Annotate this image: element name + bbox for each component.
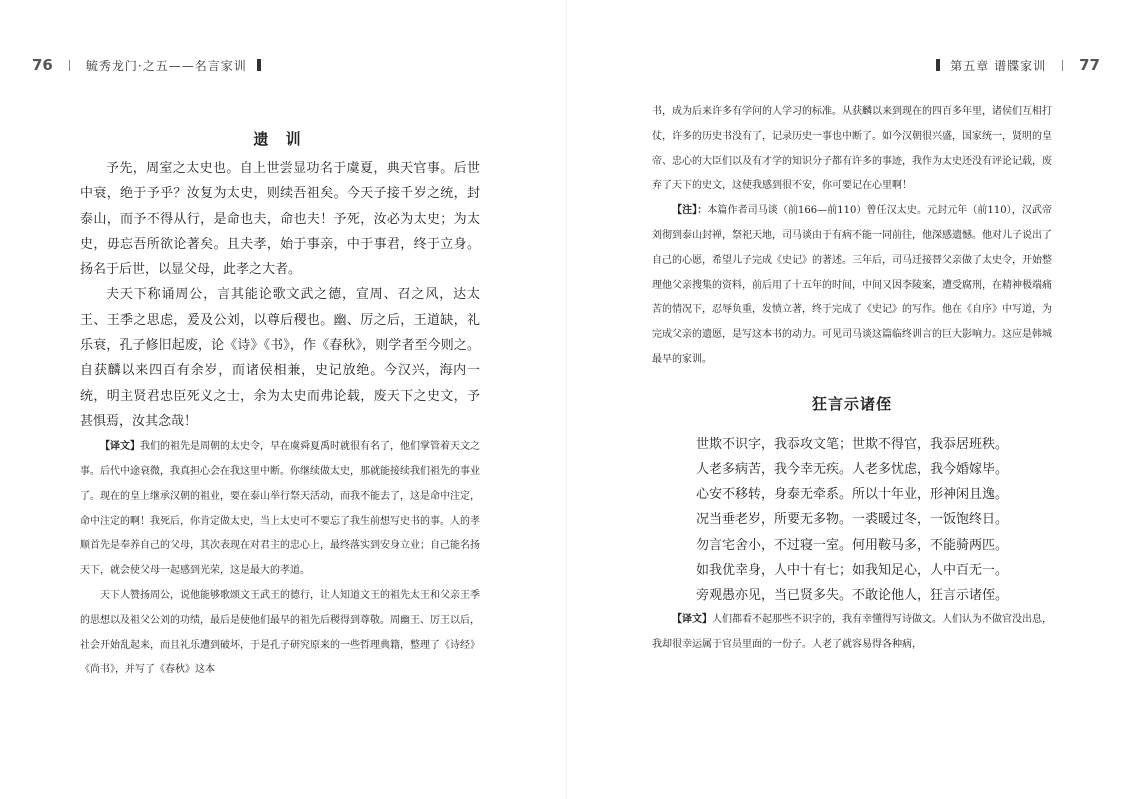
page-number: 77	[1079, 56, 1100, 74]
note-text: 本篇作者司马谈（前166—前110）曾任汉太史。元封元年（前110），汉武帝刘彻到泰山封禅，祭祀天地，司马谈由于有病不能一同前往，他深感遗憾。他对儿子说出了自己的心愿，希望儿子完成《史记》的著述。三年后，司马迁接替父亲做了太史令，开始整理他父亲搜集的资料，前后用了十五年的时间，中间又因李陵案，遭受腐刑，在精神极端痛苦的情况下，忍辱负重，发愤立著，终于完成了《史记》的写作。他在《自序》中写道，为完成父亲的遗愿，是写这本书的动力。可见司马谈这篇临终训言的巨大影响力。这应是韩城最早的家训。	[652, 205, 1053, 365]
right-page	[567, 0, 1133, 799]
poem-line: 人老多病苦，我今幸无疾。人老多忧虑，我今婚嫁毕。	[695, 461, 1008, 477]
original-paragraph: 予先，周室之太史也。自上世尝显功名于虞夏，典天官事。后世中衰，绝于予乎？汝复为太史，则续吾祖矣。今天子接千岁之统，封泰山，而予不得从行，是命也夫，命也夫！予死，汝必为太史；为太史，毋忘吾所欲论著矣。且夫孝，始于事亲，中于事君，终于立身。扬名于后世，以显父母，此孝之大者。	[80, 161, 480, 278]
translation-paragraph: 天下人赞扬周公，说他能够歌颂文王武王的德行，让人知道文王的祖先太王和父亲王季的思想以及祖父公刘的功绩，最后是使他们最早的祖先后稷得到尊敬。周幽王、厉王以后，社会开始乱起来，而且礼乐遭到破坏，于是孔子研究原来的一些哲理典籍，整理了《诗经》《尚书》，并写了《春秋》这本	[80, 590, 480, 676]
left-running-header	[32, 54, 271, 76]
note-tag: 【注】：	[672, 205, 708, 217]
header-divider	[1062, 60, 1063, 71]
poem-line: 况当垂老岁，所要无多物。一裘暖过冬，一饭饱终日。	[695, 512, 1008, 528]
poem-line: 旁观愚亦见，当已贤多失。不敢论他人，狂言示诸侄。	[695, 587, 1008, 603]
note-paragraph	[652, 199, 1052, 373]
right-text-body	[652, 100, 1052, 658]
header-divider	[69, 60, 70, 71]
translation-paragraph	[80, 435, 480, 584]
header-bar-mark	[257, 59, 261, 71]
poem-line: 如我优幸身，人中十有七；如我知足心，人中百无一。	[695, 562, 1008, 578]
translation-paragraph	[652, 608, 1052, 658]
page-number: 76	[32, 56, 53, 74]
translation-text: 我们的祖先是周朝的太史令，早在虞舜夏禹时就很有名了，他们掌管着天文之事。后代中途衰微，我真担心会在我这里中断。你继续做太史，那就能接续我们祖先的事业了。现在的皇上继承汉朝的祖业，要在泰山举行祭天活动，而我不能去了，这是命中注定，命中注定的啊！我死后，你肯定做太史，当上太史可不要忘了我生前想写史书的事。人的孝顺首先是奉养自己的父母，其次表现在对君主的忠心上，最终落实到安身立业；自己能名扬天下，就会使父母一起感到光荣，这是最大的孝道。	[80, 441, 480, 577]
section-title: 狂言示诸侄	[811, 394, 892, 413]
left-page	[0, 0, 566, 799]
header-bar-mark	[936, 59, 940, 71]
poem-line: 世欺不识字，我忝攻文笔；世欺不得官，我忝居班秩。	[695, 436, 1008, 452]
translation-continued: 书，成为后来许多有学问的人学习的标准。从获麟以来到现在的四百多年里，诸侯们互相打仗，许多的历史书没有了，记录历史一事也中断了。如今汉朝很兴盛，国家统一，贤明的皇帝、忠心的大臣们以及有才学的知识分子都有许多的事迹，我作为太史还没有评论记载，废弃了天下的史文，这使我感到很不安，你可要记在心里啊！	[652, 106, 1052, 192]
original-paragraph: 夫天下称诵周公，言其能论歌文武之德，宣周、召之风，达太王、王季之思虑，爰及公刘，以尊后稷也。幽、厉之后，王道缺，礼乐衰，孔子修旧起废，论《诗》《书》，作《春秋》，则学者至今则之。自获麟以来四百有余岁，而诸侯相兼，史记放绝。今汉兴，海内一统，明主贤君忠臣死义之士，余为太史而弗论载，废天下之史文，予甚惧焉，汝其念哉！	[80, 287, 480, 429]
right-running-header	[926, 54, 1100, 76]
running-title: 第五章 谱牒家训	[950, 58, 1047, 73]
translation-tag: 【译文】	[672, 614, 712, 626]
translation-tag: 【译文】	[100, 441, 140, 453]
poem-line: 勿言宅舍小，不过寝一室。何用鞍马多，不能骑两匹。	[695, 537, 1008, 553]
translation-text: 人们都看不起那些不识字的，我有幸懂得写诗做文。人们认为不做官没出息，我却很幸运属于官员里面的一份子。人老了就容易得各种病，	[652, 614, 1052, 650]
left-text-body	[80, 128, 480, 683]
running-title: 毓秀龙门·之五——名言家训	[85, 58, 247, 73]
section-title: 遗 训	[253, 130, 307, 148]
poem	[652, 432, 1052, 608]
poem-line: 心安不移转，身泰无牵系。所以十年业，形神闲且逸。	[695, 487, 1008, 503]
